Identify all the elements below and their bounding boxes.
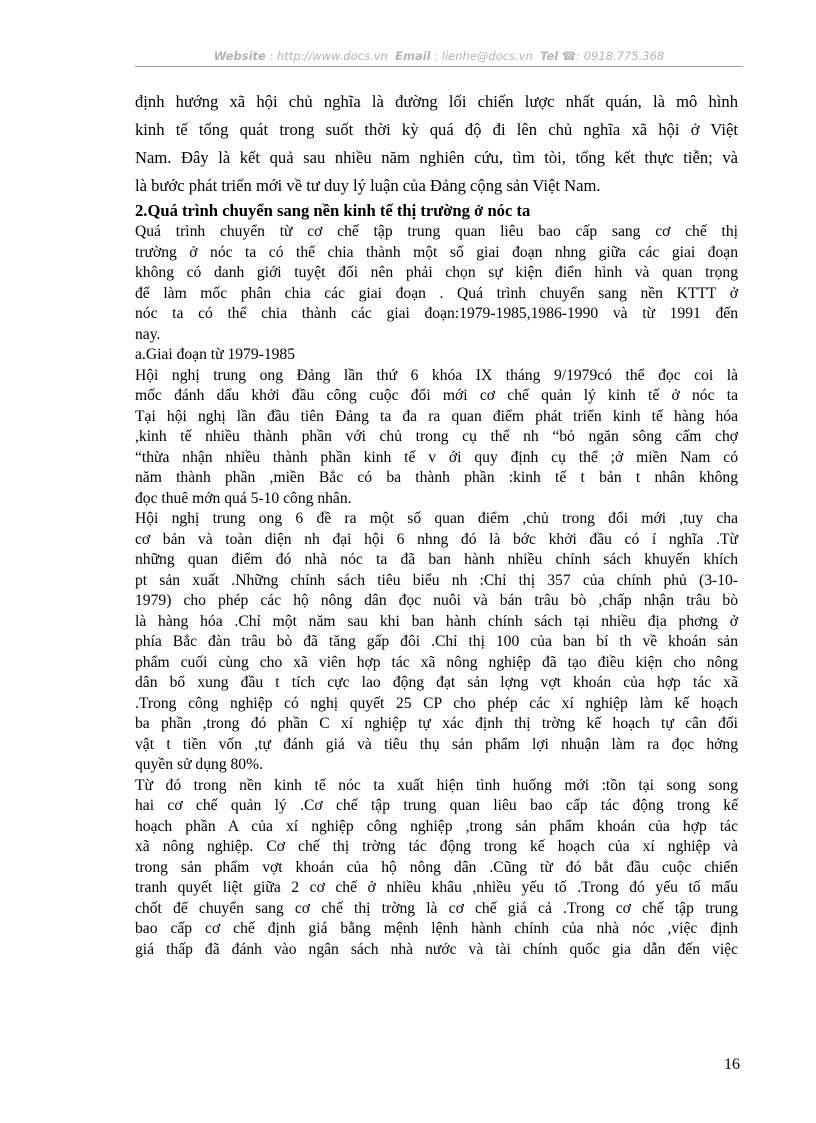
header-tel-label: Tel	[540, 49, 559, 63]
intro-line: là bước phát triển mới về tư duy lý luận của Đảng cộng sản Việt Nam.	[135, 176, 601, 195]
body-text	[135, 222, 738, 960]
body-line: Tại hội nghị lần đầu tiên Đảng ta đa ra quan điểm phát triển kinh tế hàng hóa	[135, 407, 738, 425]
page-header	[135, 49, 743, 63]
intro-line: kinh tế tổng quát trong suốt thời kỳ quá độ đi lên chủ nghĩa xã hội ở Việt	[135, 120, 738, 139]
body-line: phía Bắc đàn trâu bò đã tăng gấp đôi .Chỉ thị 100 của ban bí th về khoán sản	[135, 633, 738, 650]
body-line: mốc đánh dấu khởi đầu công cuộc đổi mới cơ chế quản lý kinh tế ở nóc ta	[135, 387, 738, 404]
body-line: trong sản phẩm vợt khoán của hộ nông dân .Cũng từ đó bắt đầu cuộc chiến	[135, 858, 738, 876]
body-line: pt sản xuất .Những chính sách tiêu biểu nh :Chỉ thị 357 của chính phủ (3-10-	[135, 571, 738, 589]
body-line: vật t tiền vốn ,tự đánh giá và tiêu thụ sản phẩm lợi nhuận làm ra đọc hởng	[135, 735, 738, 753]
page-number: 16	[724, 1056, 740, 1073]
intro-line: định hướng xã hội chủ nghĩa là đường lối chiến lược nhất quán, là mô hình	[135, 92, 738, 111]
body-line: bao cấp cơ chế định giá bằng mệnh lệnh hành chính của nhà nóc ,việc định	[135, 920, 738, 937]
body-line: tranh quyết liệt giữa 2 cơ chế ở nhiều khâu ,nhiều yếu tố .Trong đó yếu tố mấu	[135, 879, 738, 896]
body-line: quyền sử dụng 80%.	[135, 756, 263, 773]
body-line: dân bổ xung đầu t tích cực lao động đạt sản lợng vợt khoán của hợp tác xã	[135, 674, 738, 691]
header-website-value: : http://www.docs.vn	[269, 49, 388, 63]
body-line: nóc ta có thể chia thành các giai đoạn:1979-1985,1986-1990 và từ 1991 đến	[135, 305, 738, 322]
body-line: là hàng hóa .Chỉ một năm sau khi ban hành chính sách tại nhiều địa phơng ở	[135, 612, 738, 630]
header-email-label: Email	[395, 49, 431, 63]
body-line: Từ đó trong nền kinh tế nóc ta xuất hiện tình huống mới :tồn tại song song	[135, 776, 738, 794]
body-line: giá thấp đã đánh vào ngân sách nhà nước và tài chính quốc gia dẫn đến việc	[135, 940, 738, 958]
header-email-value: : lienhe@docs.vn	[434, 49, 533, 63]
body-line: năm thành phần ,miền Bắc có ba thành phần :kinh tế t bản t nhân không	[135, 469, 738, 486]
page-content	[135, 88, 738, 960]
body-line: ,kinh tế nhiều thành phần với chủ trong cụ thể nh “bỏ ngăn sông cấm chợ	[135, 428, 738, 445]
body-line: hoạch phần A của xí nghiệp công nghiệp ,trong sản phẩm khoán của hợp tác	[135, 817, 738, 835]
intro-line: Nam. Đây là kết quả sau nhiều năm nghiên cứu, tìm tòi, tổng kết thực tiễn; và	[135, 148, 738, 167]
phone-icon: ☎	[561, 49, 577, 63]
body-line: .Trong công nghiệp có nghị quyết 25 CP cho phép các xí nghiệp làm kế hoạch	[135, 694, 738, 712]
body-line: để làm mốc phân chia các giai đoạn . Quá trình chuyển sang nền KTTT ở	[135, 284, 738, 302]
body-line: trường ở nóc ta có thể chia thành một số giai đoạn nhng giữa các giai đoạn	[135, 243, 738, 261]
body-line: Hội nghị trung ong Đảng lần thứ 6 khóa IX tháng 9/1979có thể đọc coi là	[135, 366, 738, 384]
subsection-heading: a.Giai đoạn từ 1979-1985	[135, 346, 296, 363]
body-line: những quan điểm đó nhà nóc ta đã ban hành nhiều chính sách khuyến khích	[135, 551, 738, 568]
body-line: đọc thuê mớn quá 5-10 công nhân.	[135, 489, 352, 507]
body-line: chốt để chuyển sang cơ chế thị trờng là cơ chế giá cả .Trong cơ chế tập trung	[135, 899, 738, 917]
body-line: Hội nghị trung ong 6 đề ra một số quan điểm ,chủ trong đổi mới ,tuy cha	[135, 510, 738, 527]
body-line: không có danh giới tuyệt đối nên phải chọn sự kiện điển hình và quan trọng	[135, 264, 738, 281]
header-tel-value: : 0918.775.368	[576, 49, 665, 63]
body-line: ba phần ,trong đó phần C xí nghiệp tự xác định thị trờng kế hoạch tự cân đối	[135, 715, 738, 732]
header-website-label: Website	[213, 49, 266, 63]
body-line: “thừa nhận nhiều thành phần kinh tế v ới quy định cụ thể ;ở miền Nam có	[135, 448, 738, 466]
body-line: 1979) cho phép các hộ nông dân đọc nuôi và bán trâu bò ,chấp nhận trâu bò	[135, 592, 738, 609]
body-line: phẩm cuối cùng cho xã viên hợp tác xã nông nghiệp đã tạo điều kiện cho nông	[135, 653, 738, 671]
body-line: Quá trình chuyển từ cơ chế tập trung quan liêu bao cấp sang cơ chế thị	[135, 223, 738, 240]
intro-paragraph	[135, 88, 738, 200]
body-line: cơ bản và toàn diện nh đại hội 6 nhng đó là bớc khởi đầu có í nghĩa .Từ	[135, 530, 738, 548]
section-heading: 2.Quá trình chuyển sang nền kinh tế thị trường ở nóc ta	[135, 201, 531, 220]
body-line: hai cơ chế quản lý .Cơ chế tập trung quan liêu bao cấp tác động trong kế	[135, 797, 738, 814]
header-divider	[135, 66, 743, 67]
body-line: xã nông nghiệp. Cơ chế thị trờng tác động trong kế hoạch của xí nghiệp và	[135, 838, 738, 855]
body-line: nay.	[135, 325, 161, 343]
